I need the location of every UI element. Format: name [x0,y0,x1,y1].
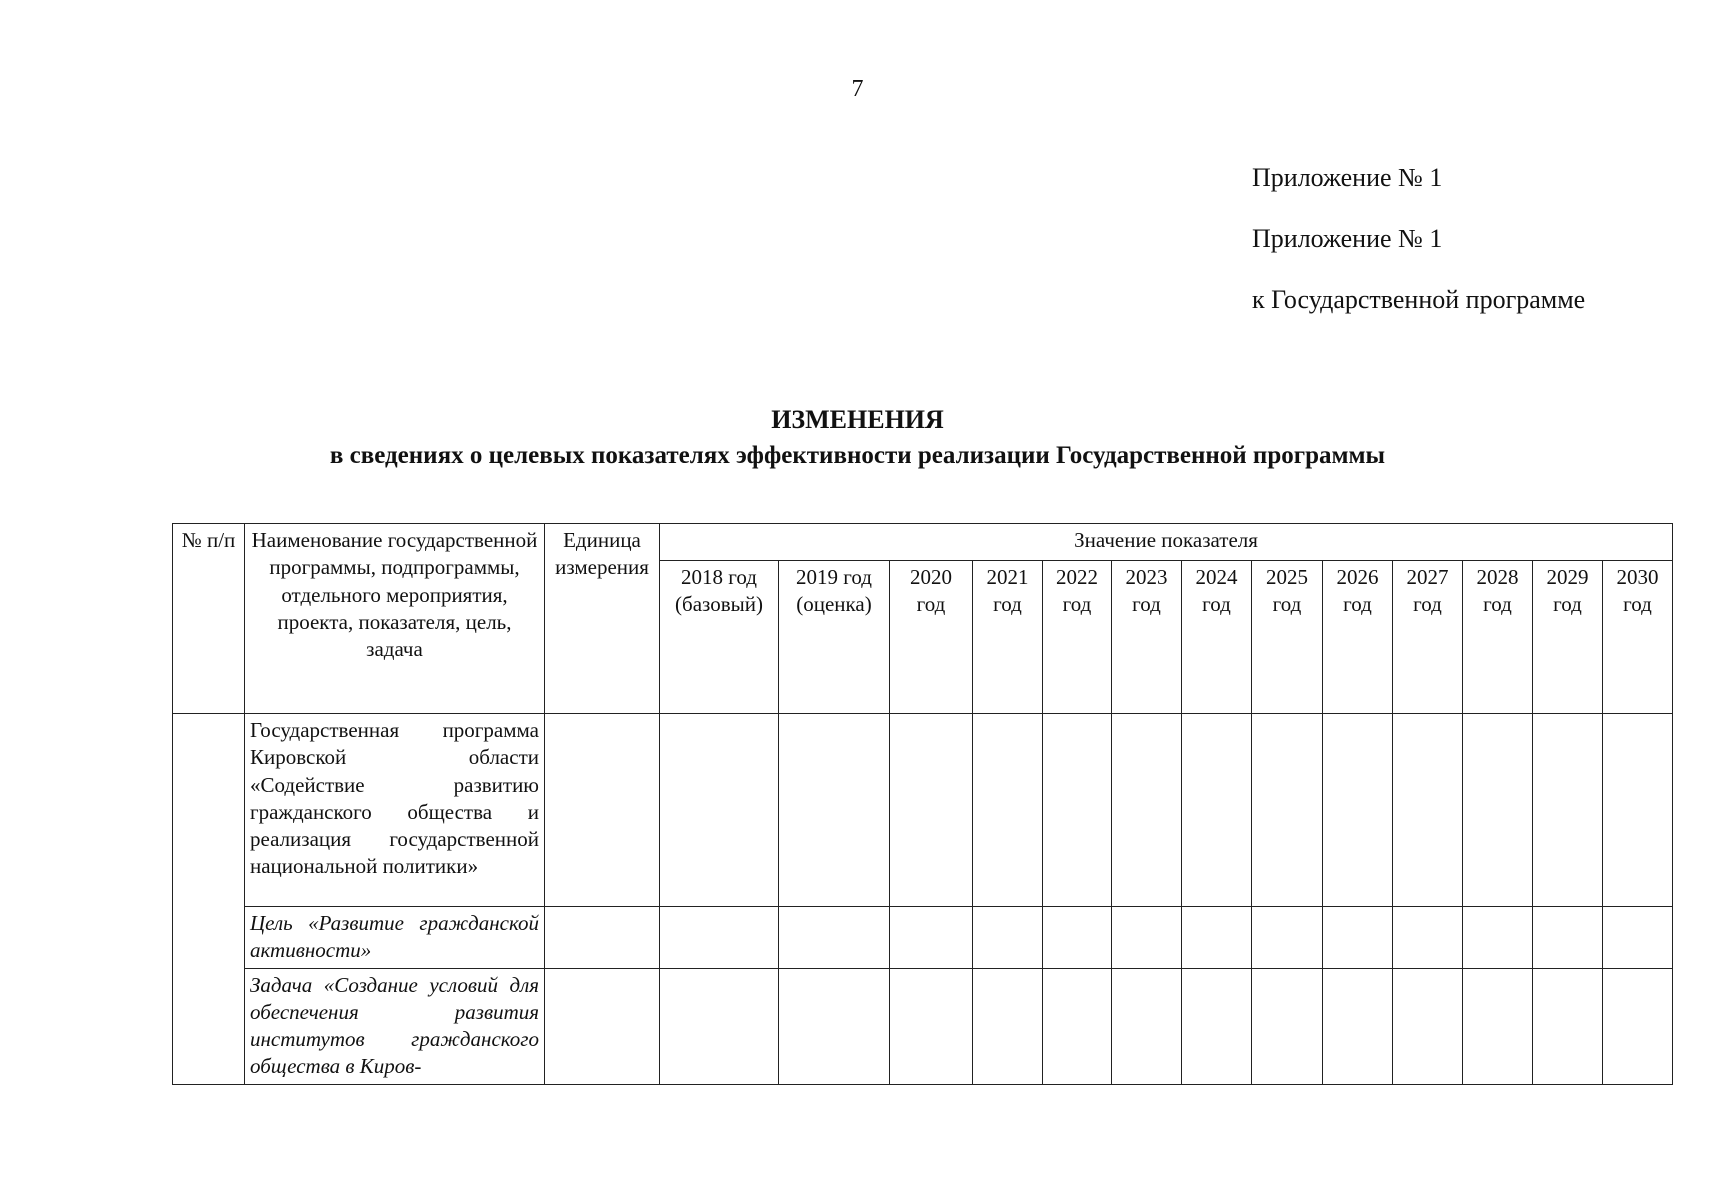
row-unit-cell [545,907,660,969]
value-cell [973,907,1043,969]
value-cell [1043,968,1112,1084]
annex-line: к Государственной программе [1252,285,1586,314]
header-year: 2024 год [1182,561,1252,714]
row-name-cell: Государственная программа Кировской области «Содействие развитию гражданского общества и реализация государственной национальной политики» [245,714,545,907]
value-cell [1533,907,1603,969]
indicators-table [172,523,1715,1085]
value-cell [1182,968,1252,1084]
value-cell [1393,907,1463,969]
value-cell [1533,714,1603,907]
header-year: 2020 год [890,561,973,714]
value-cell [973,714,1043,907]
document-subtitle: в сведениях о целевых показателях эффективности реализации Государственной программы [329,442,1386,469]
value-cell [1043,714,1112,907]
table-row [173,714,1715,907]
header-year: 2025 год [1252,561,1323,714]
document-title: ИЗМЕНЕНИЯ [771,405,944,434]
header-year: 2028 год [1463,561,1533,714]
header-value: Значение показателя [660,524,1673,561]
value-cell [1603,968,1673,1084]
header-year: 2019 год (оценка) [779,561,890,714]
value-cell [1603,714,1673,907]
value-cell [1463,968,1533,1084]
row-number-cell [173,714,245,1085]
value-cell [1323,968,1393,1084]
value-cell [1463,907,1533,969]
value-cell [890,907,973,969]
value-cell [779,968,890,1084]
value-cell [1112,907,1182,969]
header-number: № п/п [173,524,245,714]
value-cell [890,968,973,1084]
annex-line: Приложение № 1 [1252,224,1443,253]
value-cell [1182,714,1252,907]
value-cell [1043,907,1112,969]
value-cell [660,714,779,907]
value-cell [660,907,779,969]
value-cell [660,968,779,1084]
header-year: 2021 год [973,561,1043,714]
value-cell [1323,907,1393,969]
header-unit: Единица измерения [545,524,660,714]
row-unit-cell [545,968,660,1084]
value-cell [1463,714,1533,907]
table-row [173,907,1715,969]
value-cell [1603,907,1673,969]
value-cell [890,714,973,907]
header-year: 2027 год [1393,561,1463,714]
row-name-cell: Задача «Создание условий для обеспечения развития институтов гражданского общества в Киров- [245,968,545,1084]
value-cell [1252,968,1323,1084]
header-year: 2023 год [1112,561,1182,714]
header-year: 2026 год [1323,561,1393,714]
value-cell [973,968,1043,1084]
value-cell [779,907,890,969]
value-cell [1112,714,1182,907]
row-unit-cell [545,714,660,907]
value-cell [1252,714,1323,907]
value-cell [1323,714,1393,907]
value-cell [1182,907,1252,969]
annex-line: Приложение № 1 [1252,163,1443,192]
header-year: 2030 год [1603,561,1673,714]
value-cell [1393,714,1463,907]
header-year: 2018 год (базовый) [660,561,779,714]
header-name: Наименование государственной программы, подпрограммы, отдельного мероприятия, проекта, показателя, цель, задача [245,524,545,714]
page-number: 7 [851,76,864,102]
value-cell [1393,968,1463,1084]
value-cell [1533,968,1603,1084]
row-name-cell: Цель «Развитие гражданской активности» [245,907,545,969]
value-cell [1252,907,1323,969]
value-cell [1112,968,1182,1084]
table-row [173,968,1715,1084]
header-year: 2022 год [1043,561,1112,714]
value-cell [779,714,890,907]
header-year: 2029 год [1533,561,1603,714]
